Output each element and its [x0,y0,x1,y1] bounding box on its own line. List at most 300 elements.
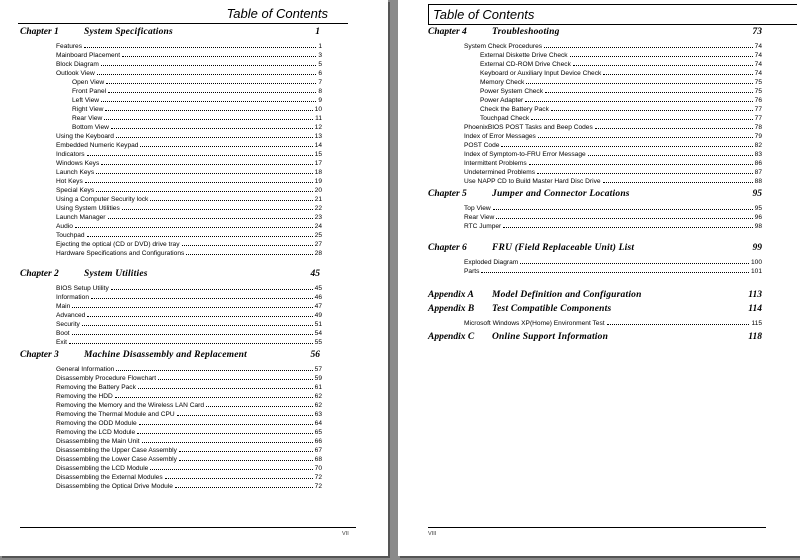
toc-entry[interactable] [464,212,762,221]
toc-entry[interactable] [464,176,762,185]
toc-entry[interactable] [56,472,322,481]
toc-entry-label: Touchpad Check [480,115,530,122]
page-title: Table of Contents [18,4,348,24]
dot-leader [101,59,316,66]
dot-leader [142,436,313,443]
toc-entry[interactable] [56,400,322,409]
toc-entry[interactable] [56,445,322,454]
dot-leader [101,95,316,102]
toc-entry-label: Outlook View [56,70,95,77]
toc-entry[interactable] [56,158,322,167]
dot-leader [139,418,313,425]
toc-entry-page-number: 54 [314,330,322,337]
toc-entry-label: Information [56,294,89,301]
toc-entry-label: BIOS Setup Utility [56,285,109,292]
chapter-heading [428,26,762,38]
toc-entry-label: Disassembling the Lower Case Assembly [56,456,177,463]
toc-entry-label: Power Adapter [480,97,524,104]
toc-entry-page-number: 10 [314,106,322,113]
toc-entry-label: Right View [72,106,104,113]
toc-entry-page-number: 55 [314,339,322,346]
toc-entry-page-number: 68 [314,456,322,463]
toc-entry-page-number: 1 [318,43,322,50]
dot-leader [75,221,313,228]
dot-leader [186,248,312,255]
toc-entry-page-number: 23 [314,214,322,221]
toc-entry-label: Using System Utilities [56,205,120,212]
chapter-title: Model Definition and Configuration [492,290,642,300]
dot-leader [165,472,313,479]
toc-entry-label: Disassembling the Main Unit [56,438,140,445]
toc-entry-page-number: 96 [754,214,762,221]
toc-entry-label: Using the Keyboard [56,133,114,140]
right-page [398,0,800,556]
toc-entry[interactable] [56,481,322,490]
chapter-heading [20,26,320,38]
toc-entry-page-number: 82 [754,142,762,149]
toc-entry-page-number: 70 [314,465,322,472]
toc-entry[interactable] [72,77,322,86]
dot-leader [526,77,752,84]
toc-entry-page-number: 21 [314,196,322,203]
page-number: VII [342,531,349,537]
toc-entry-label: Left View [72,97,100,104]
toc-entry[interactable] [464,140,762,149]
dot-leader [72,328,313,335]
dot-leader [111,283,313,290]
toc-entry-page-number: 64 [314,420,322,427]
toc-entry-page-number: 3 [318,52,322,59]
chapter-label: Appendix C [428,332,475,342]
toc-entry-page-number: 13 [314,133,322,140]
footer-rule [428,527,766,528]
toc-entry-label: Touchpad [56,232,85,239]
toc-entry-page-number: 75 [754,79,762,86]
toc-entry-page-number: 76 [754,97,762,104]
toc-entry-label: Exit [56,339,67,346]
toc-entry-page-number: 61 [314,384,322,391]
toc-entry-page-number: 74 [754,43,762,50]
toc-entry[interactable] [464,266,762,275]
toc-entry[interactable] [56,212,322,221]
toc-entry[interactable] [72,95,322,104]
dot-leader [588,149,753,156]
toc-entry[interactable] [56,364,322,373]
toc-entry-label: Rear View [72,115,103,122]
left-page [0,0,388,556]
toc-entry-label: Removing the HDD [56,393,113,400]
chapter-heading [428,289,762,301]
dot-leader [140,140,312,147]
toc-entry[interactable] [56,185,322,194]
dot-leader [108,212,313,219]
toc-entry-label: Index of Error Messages [464,133,536,140]
dot-leader [105,104,312,111]
chapter-page-number: 99 [752,243,762,253]
dot-leader [104,113,313,120]
toc-entry-page-number: 98 [754,223,762,230]
dot-leader [570,50,753,57]
dot-leader [158,373,313,380]
toc-entry-label: Check the Battery Pack [480,106,549,113]
dot-leader [603,68,752,75]
toc-entry-label: Power System Check [480,88,544,95]
chapter-title: Machine Disassembly and Replacement [84,350,247,360]
toc-entry-page-number: 5 [318,61,322,68]
toc-entry[interactable] [464,122,762,131]
toc-entry[interactable] [464,149,762,158]
toc-entry[interactable] [56,454,322,463]
toc-entry-label: Disassembling the LCD Module [56,465,149,472]
toc-entry[interactable] [56,301,322,310]
toc-entry-page-number: 27 [314,241,322,248]
toc-entry-label: General Information [56,366,115,373]
chapter-label: Chapter 3 [20,350,59,360]
dot-leader [150,194,312,201]
toc-entry-page-number: 17 [314,160,322,167]
toc-entry-page-number: 15 [314,151,322,158]
toc-entry-label: Disassembly Procedure Flowchart [56,375,157,382]
toc-entry[interactable] [464,158,762,167]
toc-entry-page-number: 22 [314,205,322,212]
toc-entry[interactable] [72,122,322,131]
toc-entry-label: Disassembling the Optical Drive Module [56,483,173,490]
toc-entry-page-number: 72 [314,474,322,481]
toc-entry-label: External CD-ROM Drive Check [480,61,571,68]
toc-entry-page-number: 83 [754,151,762,158]
toc-entry-page-number: 77 [754,115,762,122]
toc-entry-page-number: 115 [751,320,762,327]
toc-entry-label: Index of Symptom-to-FRU Error Message [464,151,586,158]
toc-entry-label: Hot Keys [56,178,83,185]
chapter-page-number: 113 [748,290,762,300]
toc-entry[interactable] [56,230,322,239]
toc-entry-label: Launch Keys [56,169,95,176]
toc-entry[interactable] [56,427,322,436]
toc-entry[interactable] [56,41,322,50]
toc-entry-page-number: 59 [314,375,322,382]
dot-leader [481,266,749,273]
toc-entry-label: Embedded Numeric Keypad [56,142,139,149]
toc-entry-label: Undetermined Problems [464,169,536,176]
chapter-page-number: 114 [748,304,762,314]
toc-entry-label: Memory Check [480,79,525,86]
chapter-label: Chapter 5 [428,189,467,199]
toc-entry[interactable] [56,50,322,59]
toc-entry[interactable] [480,68,762,77]
toc-entry-label: Special Keys [56,187,95,194]
toc-entry-page-number: 74 [754,52,762,59]
toc-entry-label: Disassembling the Upper Case Assembly [56,447,177,454]
dot-leader [122,203,313,210]
toc-entry-page-number: 75 [754,88,762,95]
toc-entry-page-number: 74 [754,61,762,68]
chapter-page-number: 73 [752,27,762,37]
toc-entry-page-number: 28 [314,250,322,257]
toc-entry[interactable] [56,418,322,427]
toc-entry-page-number: 8 [318,88,322,95]
toc-entry[interactable] [56,149,322,158]
toc-entry-label: POST Code [464,142,500,149]
dot-leader [87,230,313,237]
dot-leader [69,337,313,344]
dot-leader [101,158,312,165]
toc-entry-label: Advanced [56,312,86,319]
toc-entry-label: Parts [464,268,480,275]
toc-entry-label: Security [56,321,80,328]
toc-entry-label: Intermittent Problems [464,160,527,167]
toc-entry-page-number: 25 [314,232,322,239]
toc-entry-label: Removing the LCD Module [56,429,136,436]
dot-leader [82,319,313,326]
toc-entry-page-number: 62 [314,393,322,400]
toc-entry[interactable] [56,59,322,68]
dot-leader [111,122,313,129]
dot-leader [503,221,752,228]
chapter-page-number: 56 [310,350,320,360]
dot-leader [122,50,316,57]
toc-entry-page-number: 78 [754,124,762,131]
chapter-page-number: 95 [752,189,762,199]
chapter-heading [428,303,762,315]
chapter-label: Chapter 4 [428,27,467,37]
toc-entry[interactable] [56,337,322,346]
dot-leader [179,445,313,452]
chapter-title: Jumper and Connector Locations [492,189,630,199]
toc-entry-label: Open View [72,79,105,86]
dot-leader [182,239,313,246]
dot-leader [137,427,312,434]
toc-entry-label: Windows Keys [56,160,100,167]
toc-entry[interactable] [464,318,762,327]
toc-entry-label: Hardware Specifications and Configurations [56,250,185,257]
dot-leader [603,176,753,183]
toc-entry-page-number: 95 [754,205,762,212]
chapter-label: Chapter 2 [20,269,59,279]
toc-entry-label: Launch Manager [56,214,106,221]
toc-entry-label: Bottom View [72,124,109,131]
toc-entry[interactable] [464,257,762,266]
toc-entry[interactable] [56,221,322,230]
toc-entry[interactable] [480,86,762,95]
toc-entry-label: Keyboard or Auxiliary Input Device Check [480,70,602,77]
toc-entry-page-number: 12 [314,124,322,131]
dot-leader [538,131,753,138]
chapter-title: System Specifications [84,27,173,37]
toc-entry-page-number: 6 [318,70,322,77]
dot-leader [520,257,749,264]
toc-entry[interactable] [480,77,762,86]
toc-entry-page-number: 45 [314,285,322,292]
dot-leader [179,454,313,461]
toc-entry-page-number: 100 [750,259,762,266]
chapter-title: System Utilities [84,269,148,279]
toc-entry[interactable] [56,248,322,257]
toc-entry[interactable] [480,104,762,113]
toc-entry[interactable] [480,95,762,104]
toc-entry[interactable] [56,194,322,203]
toc-entry[interactable] [56,131,322,140]
toc-entry-label: Top View [464,205,491,212]
dot-leader [106,77,316,84]
toc-entry[interactable] [56,436,322,445]
dot-leader [529,158,753,165]
toc-entry-page-number: 57 [314,366,322,373]
dot-leader [206,400,313,407]
toc-entry[interactable] [56,382,322,391]
toc-entry[interactable] [72,113,322,122]
toc-entry-page-number: 101 [750,268,762,275]
toc-entry-page-number: 20 [314,187,322,194]
chapter-heading [20,349,320,361]
toc-entry[interactable] [56,283,322,292]
toc-entry[interactable] [72,86,322,95]
toc-entry[interactable] [56,463,322,472]
chapter-page-number: 118 [748,332,762,342]
chapter-label: Appendix B [428,304,475,314]
toc-entry[interactable] [56,310,322,319]
dot-leader [97,68,317,75]
toc-entry[interactable] [464,221,762,230]
chapter-heading [428,242,762,254]
toc-entry[interactable] [56,328,322,337]
toc-entry[interactable] [480,113,762,122]
chapter-label: Chapter 1 [20,27,59,37]
toc-entry-page-number: 7 [318,79,322,86]
toc-entry-page-number: 63 [314,411,322,418]
dot-leader [493,203,753,210]
toc-entry-label: Using a Computer Security lock [56,196,149,203]
dot-leader [545,86,753,93]
dot-leader [87,149,313,156]
chapter-title: FRU (Field Replaceable Unit) List [492,243,635,253]
toc-entry[interactable] [464,167,762,176]
dot-leader [91,292,313,299]
toc-entry-page-number: 65 [314,429,322,436]
toc-entry-label: Disassembling the External Modules [56,474,163,481]
dot-leader [531,113,753,120]
toc-entry-page-number: 79 [754,133,762,140]
toc-entry[interactable] [480,59,762,68]
dot-leader [96,167,313,174]
dot-leader [138,382,313,389]
page-title: Table of Contents [428,4,797,25]
toc-entry-label: Use NAPP CD to Build Master Hard Disc Drive [464,178,601,185]
chapter-label: Appendix A [428,290,474,300]
toc-entry-page-number: 66 [314,438,322,445]
toc-entry[interactable] [56,373,322,382]
dot-leader [150,463,312,470]
toc-entry-label: Main [56,303,71,310]
toc-entry-label: Audio [56,223,73,230]
toc-entry-label: PhoenixBIOS POST Tasks and Beep Codes [464,124,593,131]
toc-entry-page-number: 19 [314,178,322,185]
toc-entry[interactable] [56,176,322,185]
chapter-title: Online Support Information [492,332,609,342]
chapter-page-number: 1 [315,27,320,37]
dot-leader [116,364,312,371]
toc-entry-label: Boot [56,330,70,337]
dot-leader [537,167,753,174]
toc-entry-label: Front Panel [72,88,107,95]
dot-leader [72,301,312,308]
toc-entry[interactable] [56,409,322,418]
toc-entry-label: Exploded Diagram [464,259,519,266]
toc-entry-label: Microsoft Windows XP(Home) Environment Test [464,320,605,327]
toc-entry-label: System Check Procedures [464,43,543,50]
toc-entry-page-number: 62 [314,402,322,409]
dot-leader [525,95,752,102]
toc-entry-page-number: 46 [314,294,322,301]
dot-leader [85,176,313,183]
toc-entry[interactable] [464,131,762,140]
dot-leader [108,86,316,93]
dot-leader [96,185,313,192]
dot-leader [573,59,753,66]
page-number: VIII [428,531,437,537]
dot-leader [607,318,750,325]
toc-entry-page-number: 9 [318,97,322,104]
toc-entry-page-number: 24 [314,223,322,230]
toc-entry[interactable] [56,203,322,212]
toc-entry[interactable] [56,68,322,77]
toc-entry-label: Block Diagram [56,61,99,68]
toc-entry-label: Removing the Battery Pack [56,384,136,391]
toc-entry[interactable] [464,203,762,212]
toc-column-right [428,0,762,556]
chapter-title: Troubleshooting [492,27,560,37]
toc-entry[interactable] [480,50,762,59]
toc-entry-page-number: 67 [314,447,322,454]
toc-entry-page-number: 49 [314,312,322,319]
dot-leader [116,131,313,138]
toc-entry[interactable] [56,239,322,248]
toc-entry[interactable] [56,319,322,328]
dot-leader [595,122,753,129]
dot-leader [177,409,313,416]
toc-entry-label: Removing the ODD Module [56,420,137,427]
toc-entry[interactable] [464,41,762,50]
toc-entry[interactable] [56,292,322,301]
toc-entry[interactable] [56,167,322,176]
toc-entry-page-number: 77 [754,106,762,113]
dot-leader [496,212,752,219]
chapter-heading [428,188,762,200]
toc-entry-label: External Diskette Drive Check [480,52,568,59]
chapter-heading [20,268,320,280]
dot-leader [175,481,313,488]
dot-leader [501,140,752,147]
dot-leader [544,41,753,48]
chapter-label: Chapter 6 [428,243,467,253]
toc-entry[interactable] [56,140,322,149]
toc-entry-page-number: 86 [754,160,762,167]
toc-entry[interactable] [56,391,322,400]
footer-rule [20,527,356,528]
toc-entry-page-number: 88 [754,178,762,185]
toc-entry-page-number: 72 [314,483,322,490]
toc-entry[interactable] [72,104,322,113]
chapter-title: Test Compatible Components [492,304,612,314]
toc-entry-page-number: 14 [314,142,322,149]
toc-entry-page-number: 18 [314,169,322,176]
toc-entry-page-number: 51 [314,321,322,328]
toc-column-left [20,0,320,556]
toc-entry-page-number: 87 [754,169,762,176]
toc-entry-label: Rear View [464,214,495,221]
dot-leader [84,41,316,48]
toc-entry-label: Ejecting the optical (CD or DVD) drive tray [56,241,180,248]
